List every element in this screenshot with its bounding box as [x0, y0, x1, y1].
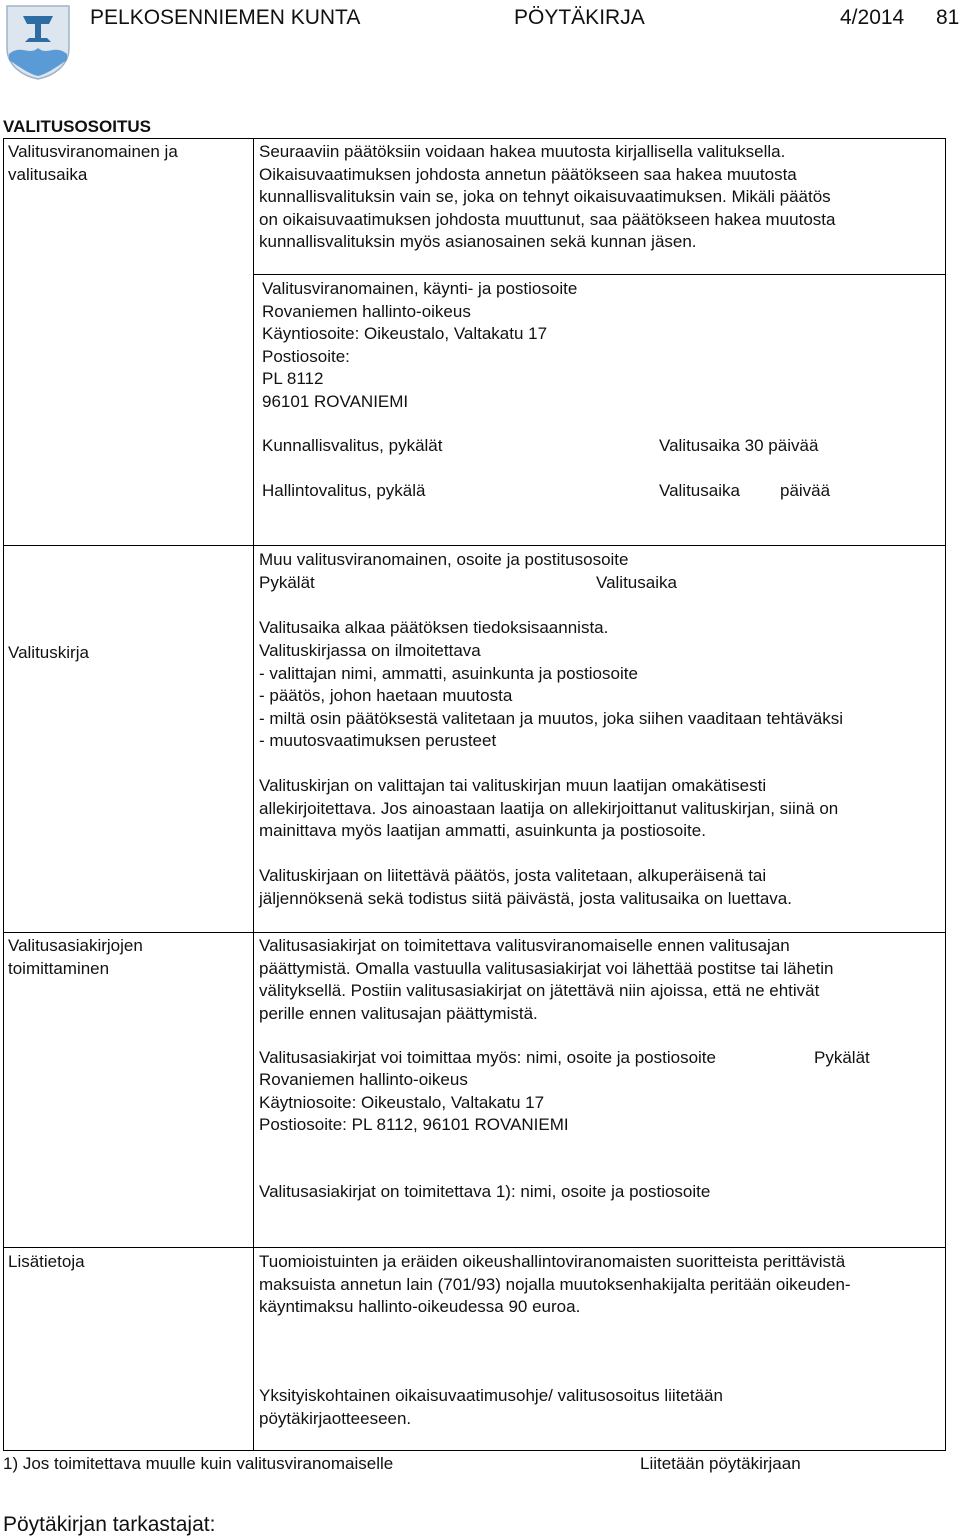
municipal-appeal-period: Valitusaika 30 päivää [659, 436, 819, 455]
delivery-alternative-heading: Valitusasiakirjat voi toimittaa myös: nimi, osoite ja postiosoite [259, 1048, 716, 1067]
administrative-appeal-period-unit: päivää [780, 481, 831, 500]
valituskirja-signature-text: Valituskirjan on valittajan tai valituskirjan muun laatijan omakätisesti allekirjoitettava. Jos ainoastaan laatija on allekirjoittanut valituskirjan, siinä on mainittava myös laatijan ammatti, asuinkunta ja postiosoite. [259, 776, 839, 840]
court-fee-text: Tuomioistuinten ja eräiden oikeushallintoviranomaisten suoritteista perittävistä maksuista annetun lain (701/93) nojalla muutoksenhakijalta peritään oikeuden- käyntimaksu hallinto-oikeudessa 90 euroa. [259, 1252, 851, 1316]
other-authority-sections: Pykälät [259, 573, 315, 592]
delivery-instructions: Valitusasiakirjat on toimitettava valitusviranomaiselle ennen valitusajan päättymistä. Omalla vastuulla valitusasiakirjat voi lähettää postitse tai lähetin välityksellä. Postiin valitusasiakirjat on jätettävä niin ajoissa, että ne ehtivät perille ennen valitusajan päättymistä. [259, 936, 834, 1023]
row1-label: Valitusviranomainen ja valitusaika [8, 142, 178, 184]
appeal-intro-text: Seuraaviin päätöksiin voidaan hakea muutosta kirjallisella valituksella. Oikaisuvaatimuksen johdosta annetun päätökseen saa hakea muutosta kunnallisvalituksin vain se, joka on tehnyt oikaisuvaatimuksen. Mikäli päätös on oikaisuvaatimuksen johdosta muuttunut, saa päätökseen hakea muutosta kunnallisvalituksin myös asianosainen sekä kunnan jäsen. [259, 142, 836, 251]
appeal-period-start: Valitusaika alkaa päätöksen tiedoksisaannista. [259, 618, 609, 637]
municipal-appeal-sections: Kunnallisvalitus, pykälät [262, 436, 443, 455]
administrative-appeal-section: Hallintovalitus, pykälä [262, 481, 426, 500]
minutes-inspectors-label: Pöytäkirjan tarkastajat: [3, 1513, 216, 1536]
appeal-authority-address: Valitusviranomainen, käynti- ja postiosoite Rovaniemen hallinto-oikeus Käyntiosoite: Oikeustalo, Valtakatu 17 Postiosoite: PL 8112 96101 ROVANIEMI [262, 279, 578, 411]
issue-number: 4/2014 [840, 6, 905, 29]
document-type: PÖYTÄKIRJA [514, 6, 645, 29]
valituskirja-label: Valituskirja [8, 643, 89, 662]
other-authority-label: Muu valitusviranomainen, osoite ja postitusosoite [259, 550, 629, 569]
delivery-alternative-sections: Pykälät [814, 1048, 870, 1067]
lisatietoja-label: Lisätietoja [8, 1252, 85, 1271]
page-number: 81 [936, 6, 960, 29]
administrative-appeal-period-label: Valitusaika [659, 481, 740, 500]
section-title: VALITUSOSOITUS [3, 117, 151, 136]
delivery-other-recipient: Valitusasiakirjat on toimitettava 1): nimi, osoite ja postiosoite [259, 1182, 711, 1201]
attached-to-minutes: Liitetään pöytäkirjaan [640, 1454, 801, 1473]
municipality-name: PELKOSENNIEMEN KUNTA [90, 6, 361, 29]
toimittaminen-label: Valitusasiakirjojen toimittaminen [8, 936, 143, 978]
delivery-alternative-address: Rovaniemen hallinto-oikeus Käytniosoite: Oikeustalo, Valtakatu 17 Postiosoite: PL 8112, 96101 ROVANIEMI [259, 1070, 569, 1134]
other-authority-period: Valitusaika [596, 573, 677, 592]
valituskirja-attachment-text: Valituskirjaan on liitettävä päätös, josta valitetaan, alkuperäisenä tai jäljennöksenä sekä todistus siitä päivästä, josta valitusaika on luettava. [259, 866, 792, 908]
footnote: 1) Jos toimitettava muulle kuin valitusviranomaiselle [3, 1454, 394, 1473]
municipal-coat-of-arms-logo [5, 4, 71, 80]
valituskirja-requirements: Valituskirjassa on ilmoitettava - valittajan nimi, ammatti, asuinkunta ja postiosoite - päätös, johon haetaan muutosta - miltä osin päätöksestä valitetaan ja muutos, joka siihen vaaditaan tehtäväksi - muutosvaatimuksen perusteet [259, 641, 843, 750]
instruction-attachment-text: Yksityiskohtainen oikaisuvaatimusohje/ valitusosoitus liitetään pöytäkirjaotteeseen. [259, 1386, 723, 1428]
